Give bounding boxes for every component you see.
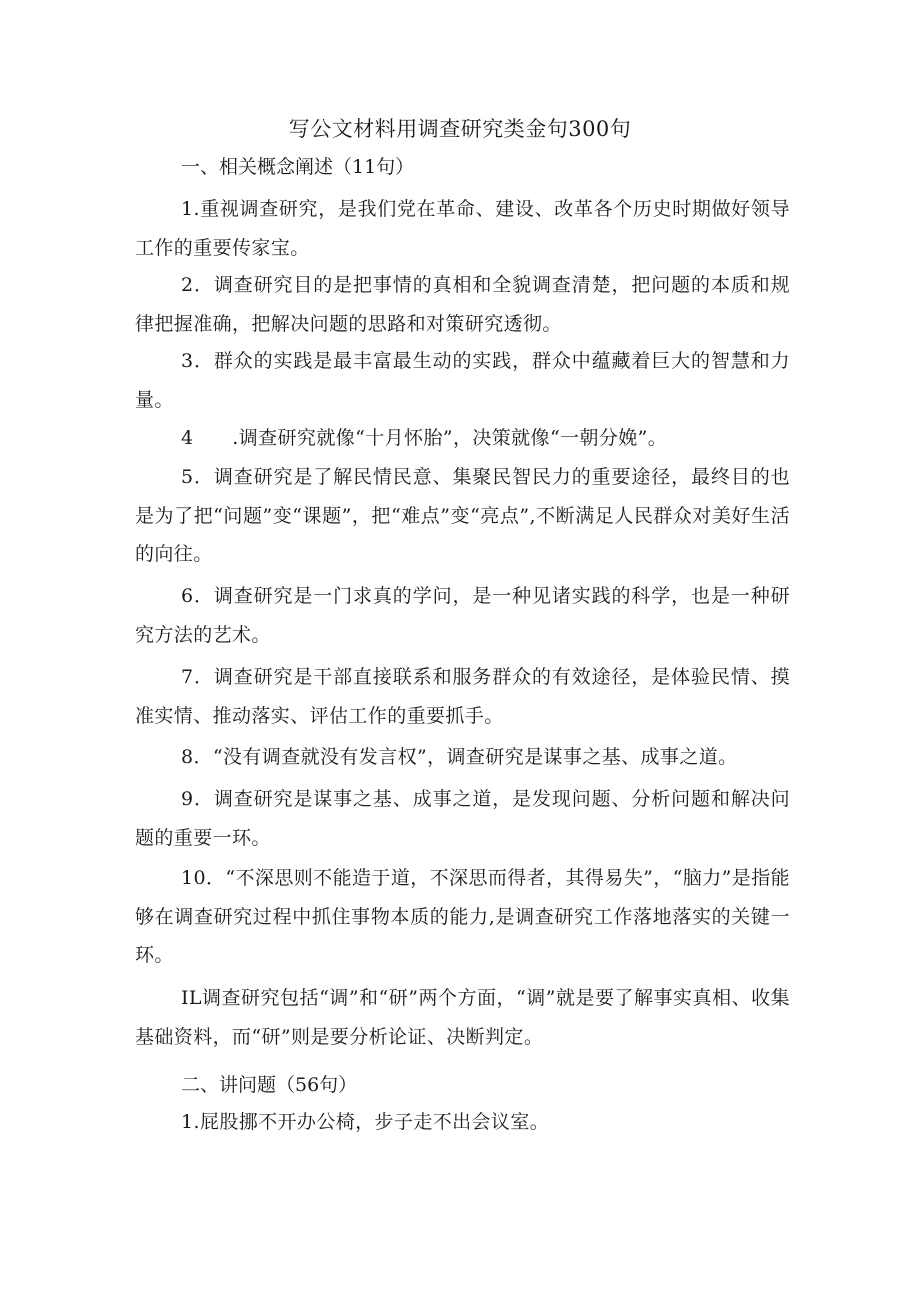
paragraph-item: 5．调查研究是了解民情民意、集聚民智民力的重要途径，最终目的也是为了把“问题”变“课题”，把“难点”变“亮点”,不断满足人民群众对美好生活的向往。 xyxy=(135,466,790,565)
paragraph-item: 4 .调查研究就像“十月怀胎”，决策就像“一朝分娩”。 xyxy=(181,427,668,449)
paragraph-item: 10．“不深思则不能造于道，不深思而得者，其得易失”，“脑力”是指能够在调查研究过程中抓住事物本质的能力,是调查研究工作落地落实的关键一环。 xyxy=(135,867,790,966)
section-heading-concepts: 一、相关概念阐述（11句） xyxy=(181,156,415,178)
paragraph-item: 8．“没有调查就没有发言权”，调查研究是谋事之基、成事之道。 xyxy=(181,746,738,768)
paragraph-item: 3．群众的实践是最丰富最生动的实践，群众中蕴藏着巨大的智慧和力量。 xyxy=(135,350,790,411)
paragraph-item: 2．调查研究目的是把事情的真相和全貌调查清楚，把问题的本质和规律把握准确，把解决问题的思路和对策研究透彻。 xyxy=(135,274,790,335)
paragraph-item: 1.屁股挪不开办公椅，步子走不出会议室。 xyxy=(181,1111,550,1133)
paragraph-item: 6．调查研究是一门求真的学问，是一种见诸实践的科学，也是一种研究方法的艺术。 xyxy=(135,585,790,646)
paragraph-item: 1.重视调查研究，是我们党在革命、建设、改革各个历史时期做好领导工作的重要传家宝。 xyxy=(135,198,790,259)
paragraph-item: IL调查研究包括“调”和“研”两个方面，“调”就是要了解事实真相、收集基础资料，而“研”则是要分析论证、决断判定。 xyxy=(135,987,790,1048)
paragraph-item: 9．调查研究是谋事之基、成事之道，是发现问题、分析问题和解决问题的重要一环。 xyxy=(135,788,790,849)
section-heading-problems: 二、讲问题（56句） xyxy=(181,1074,358,1096)
paragraph-item: 7．调查研究是干部直接联系和服务群众的有效途径，是体验民情、摸准实情、推动落实、评估工作的重要抓手。 xyxy=(135,666,790,727)
document-title: 写公文材料用调查研究类金句300句 xyxy=(288,117,632,141)
